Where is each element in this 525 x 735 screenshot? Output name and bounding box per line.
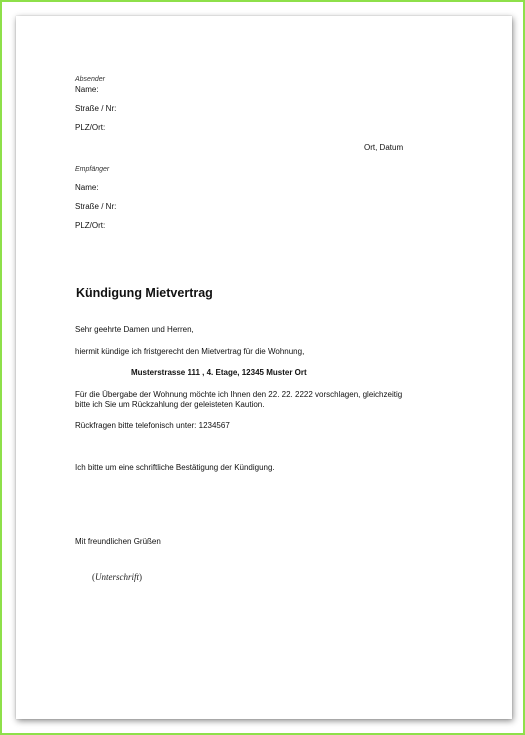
closing: Mit freundlichen Grüßen: [75, 537, 161, 546]
signature-text: Unterschrift: [95, 572, 139, 582]
recipient-street: Straße / Nr:: [75, 202, 117, 211]
confirmation-request: Ich bitte um eine schriftliche Bestätigung der Kündigung.: [75, 463, 275, 472]
recipient-label: Empfänger: [75, 166, 110, 173]
intro-text: hiermit kündige ich fristgerecht den Mietvertrag für die Wohnung,: [75, 347, 305, 356]
signature-paren-open: (: [92, 572, 95, 582]
sender-name: Name:: [75, 85, 99, 94]
signature-placeholder: [92, 571, 142, 583]
apartment-address: Musterstrasse 111 , 4. Etage, 12345 Muster Ort: [131, 368, 307, 377]
document-page: [16, 16, 512, 719]
sender-street: Straße / Nr:: [75, 104, 117, 113]
salutation: Sehr geehrte Damen und Herren,: [75, 325, 194, 334]
sender-label: Absender: [75, 76, 105, 83]
signature-paren-close: ): [139, 572, 142, 582]
place-date: Ort, Datum: [364, 143, 404, 152]
sender-city: PLZ/Ort:: [75, 123, 106, 132]
recipient-city: PLZ/Ort:: [75, 221, 106, 230]
callback-text: Rückfragen bitte telefonisch unter: 1234567: [75, 421, 230, 430]
recipient-name: Name:: [75, 183, 99, 192]
letter-title: Kündigung Mietvertrag: [76, 286, 213, 300]
handover-line-2: bitte ich Sie um Rückzahlung der geleisteten Kaution.: [75, 400, 265, 409]
handover-line-1: Für die Übergabe der Wohnung möchte ich Ihnen den 22. 22. 2222 vorschlagen, gleichzeitig: [75, 390, 403, 399]
